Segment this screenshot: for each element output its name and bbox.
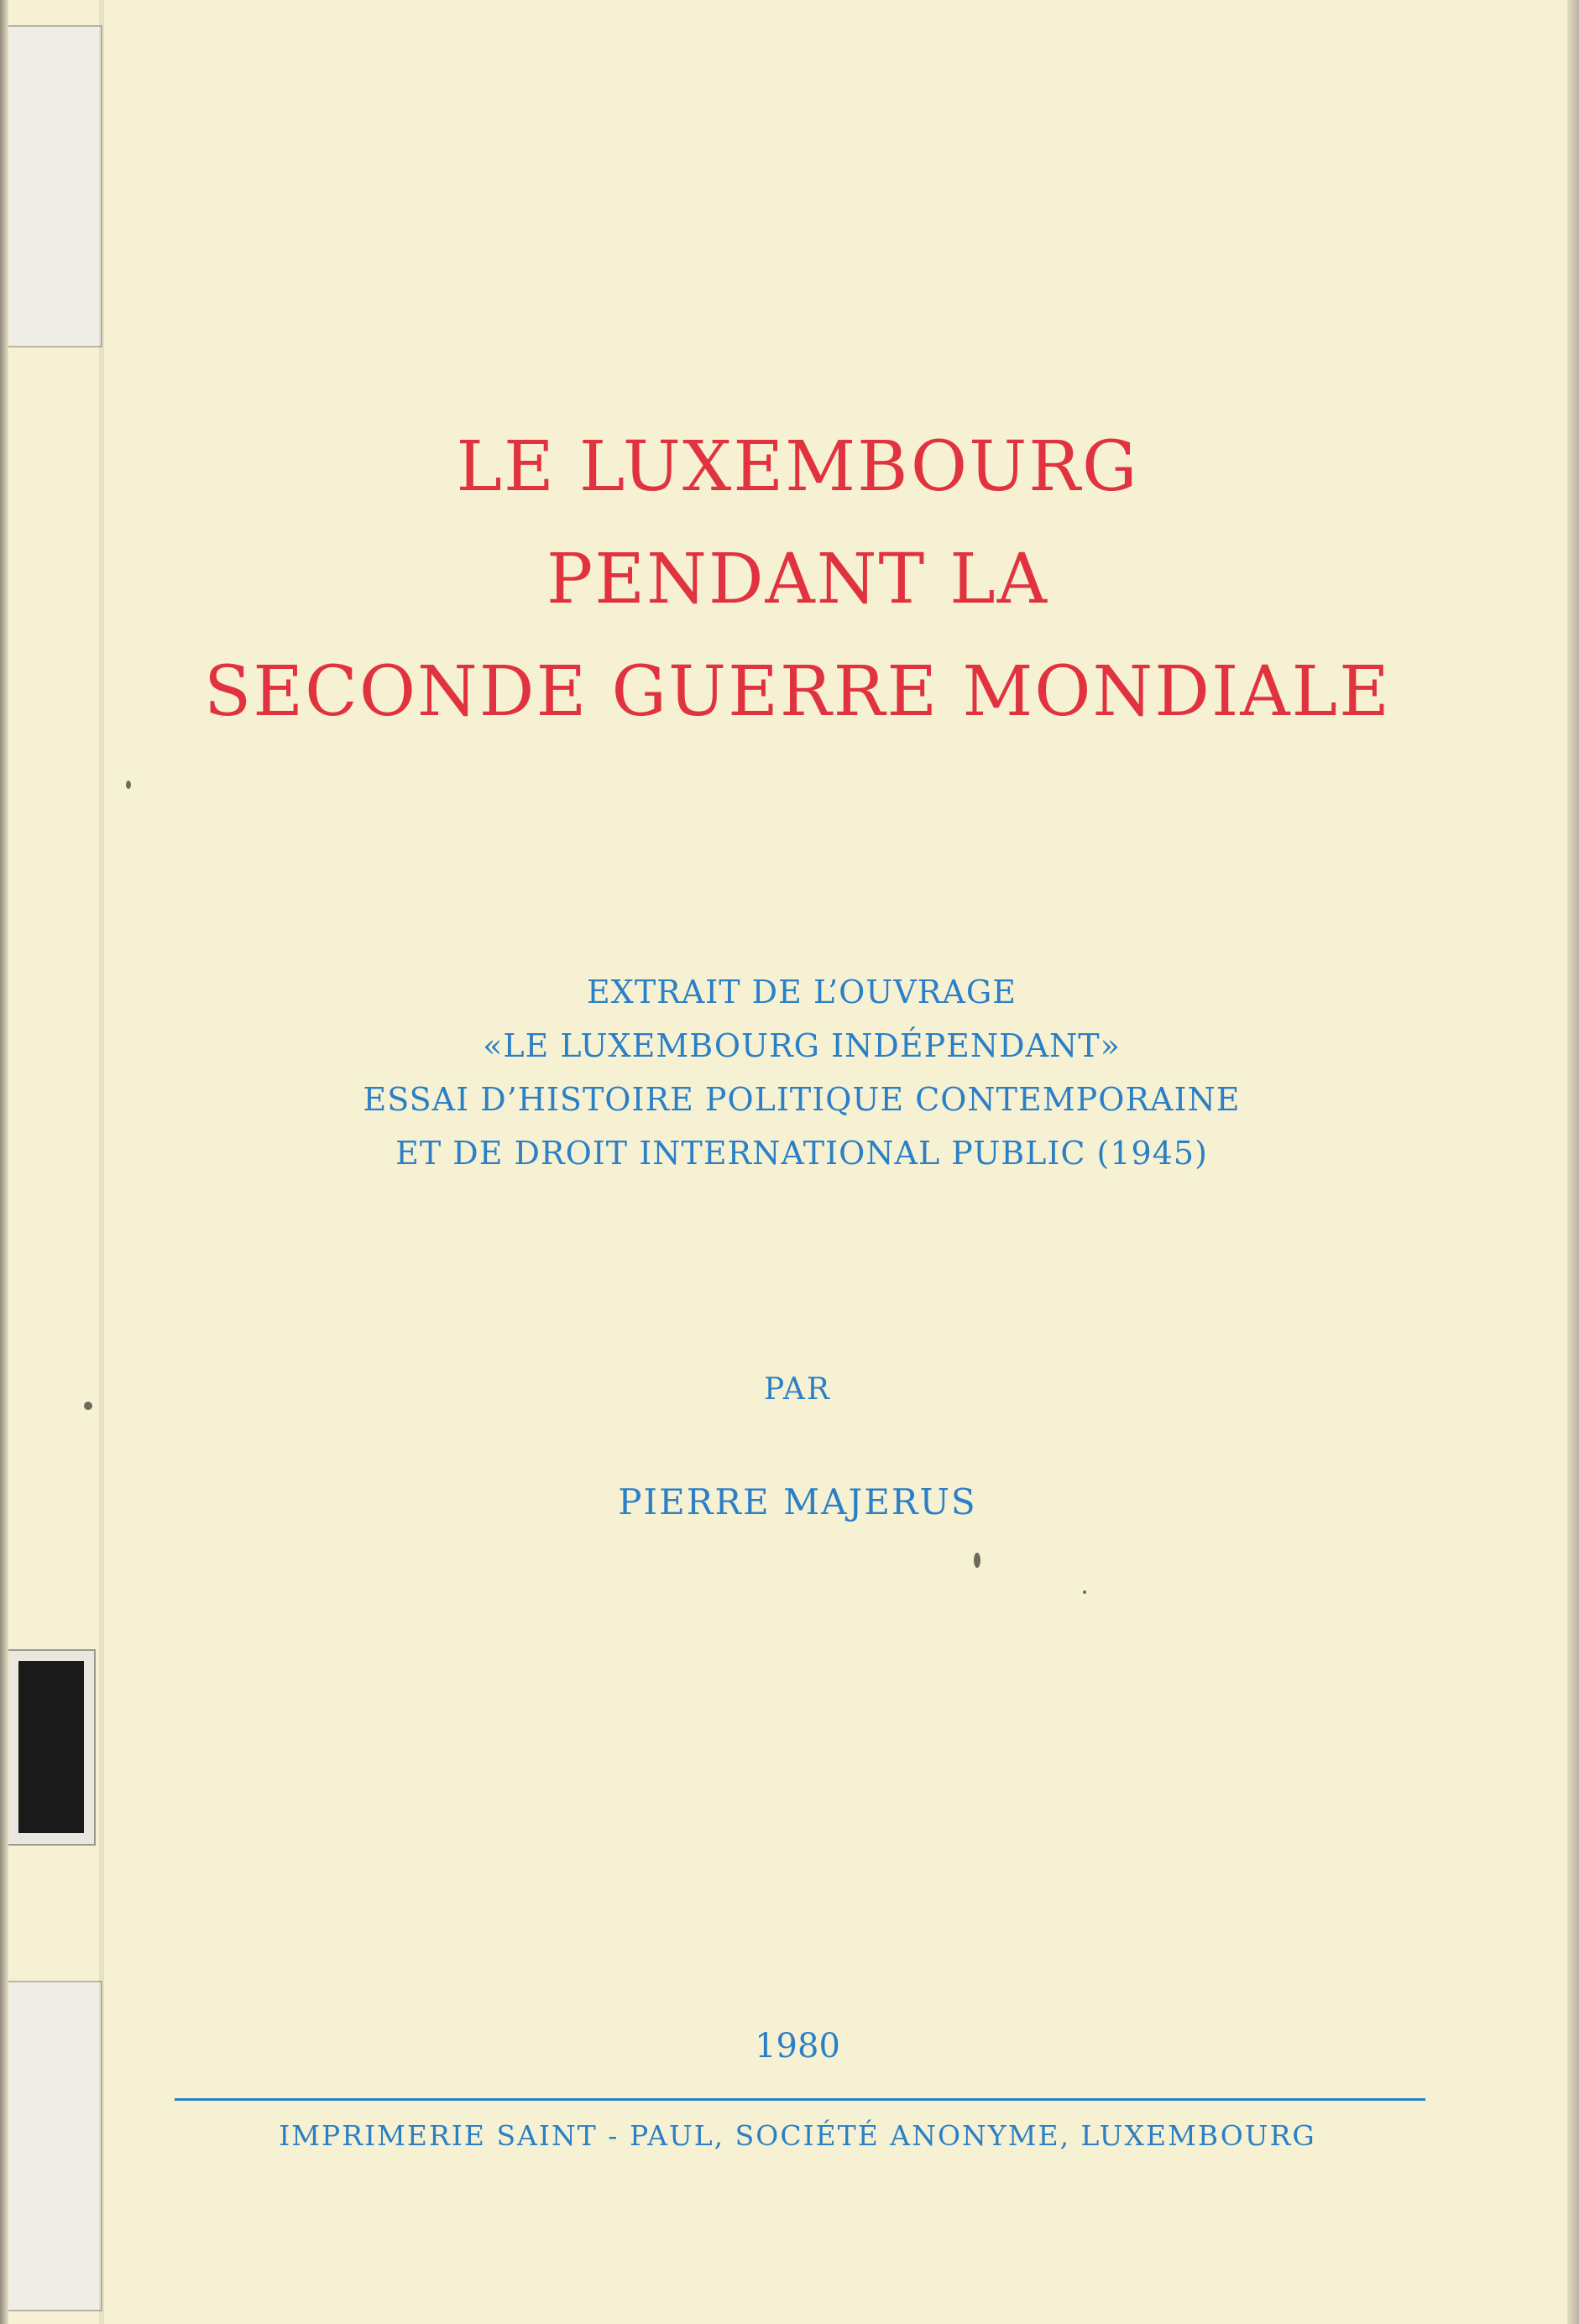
spine-shadow [99, 0, 104, 2324]
publication-year: 1980 [755, 2027, 840, 2065]
scan-left-edge [0, 0, 8, 2324]
paper-speck [84, 1402, 92, 1410]
paper-speck [974, 1553, 980, 1568]
subtitle-line-4: ET DE DROIT INTERNATIONAL PUBLIC (1945) [395, 1135, 1208, 1172]
author-name: PIERRE MAJERUS [618, 1481, 977, 1522]
library-label-dark-patch [18, 1661, 84, 1833]
title-line-1: LE LUXEMBOURG [456, 427, 1139, 507]
book-subtitle [126, 965, 1477, 1180]
publisher-line: IMPRIMERIE SAINT - PAUL, SOCIÉTÉ ANONYME, LUXEMBOURG [279, 2119, 1316, 2152]
paper-speck [1083, 1590, 1086, 1594]
publisher-divider [175, 2098, 1425, 2101]
by-label: PAR [763, 1372, 832, 1407]
subtitle-line-2: «LE LUXEMBOURG INDÉPENDANT» [483, 1027, 1121, 1064]
scan-right-edge [1567, 0, 1579, 2324]
subtitle-line-3: ESSAI D’HISTOIRE POLITIQUE CONTEMPORAINE [363, 1081, 1241, 1118]
library-tape-top [8, 25, 102, 347]
paper-speck [126, 781, 131, 789]
book-title [101, 411, 1494, 749]
library-tape-bottom [8, 1981, 102, 2311]
title-line-3: SECONDE GUERRE MONDIALE [204, 652, 1391, 732]
title-line-2: PENDANT LA [546, 540, 1048, 619]
subtitle-line-1: EXTRAIT DE L’OUVRAGE [587, 974, 1017, 1011]
library-label [8, 1649, 96, 1846]
